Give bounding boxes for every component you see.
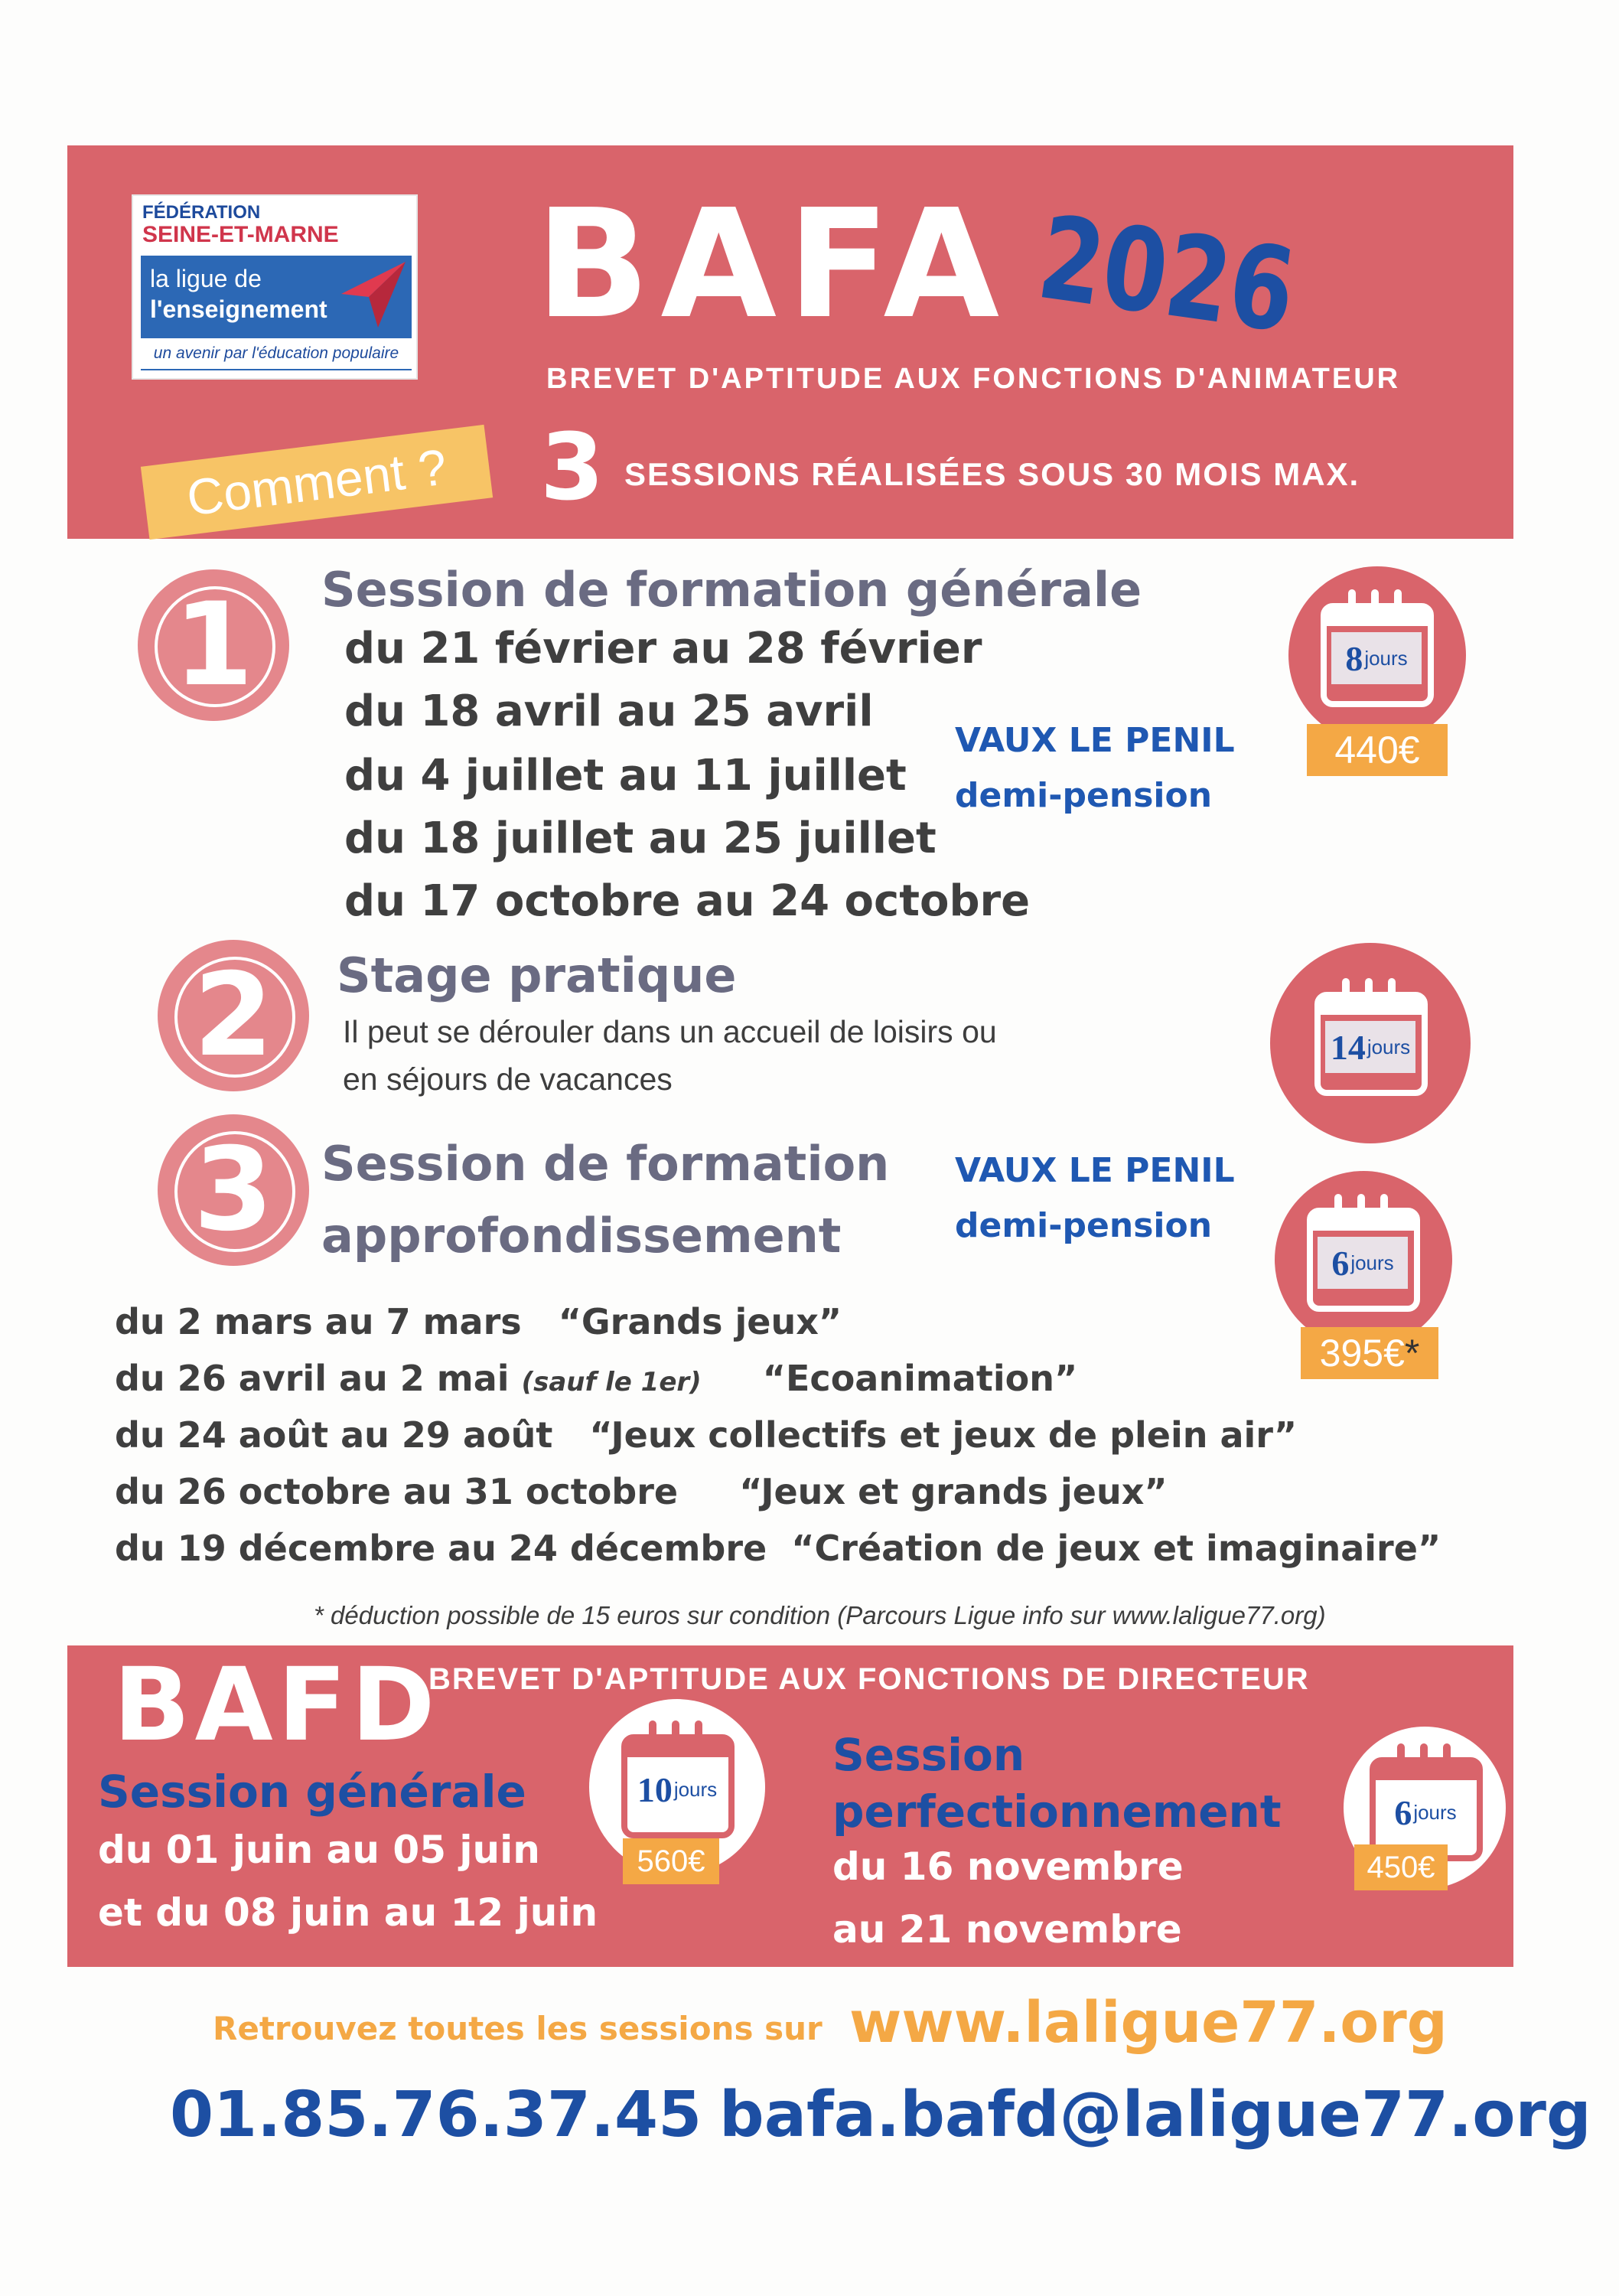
bafd-general-line-2: et du 08 juin au 12 juin xyxy=(98,1890,598,1935)
step-3-price: 395€ xyxy=(1319,1332,1405,1375)
bafd-general-days: 10 xyxy=(637,1769,673,1809)
calendar-icon xyxy=(1321,603,1434,707)
calendar-icon xyxy=(1307,1208,1420,1312)
step-1-date: du 18 avril au 25 avril xyxy=(344,687,874,736)
email-link[interactable]: bafa.bafd@laligue77.org xyxy=(719,2079,1591,2151)
session-date: du 19 décembre au 24 décembre xyxy=(115,1528,767,1569)
step-1-location: VAUX LE PENIL xyxy=(955,721,1235,760)
step-3-board: demi-pension xyxy=(955,1206,1213,1245)
bafd-general-days-label: jours xyxy=(673,1777,718,1801)
step-3-title: Session de formation xyxy=(321,1136,890,1192)
session-theme: “Jeux et grands jeux” xyxy=(739,1471,1168,1512)
session-note: (sauf le 1er) xyxy=(521,1367,702,1397)
session-date: du 2 mars au 7 mars xyxy=(115,1301,522,1342)
logo-department: SEINE-ET-MARNE xyxy=(142,222,339,247)
bafd-general-title: Session générale xyxy=(98,1766,526,1818)
step-1-board: demi-pension xyxy=(955,776,1213,815)
session-theme: “Création de jeux et imaginaire” xyxy=(791,1528,1441,1569)
step-1-date: du 4 juillet au 11 juillet xyxy=(344,751,907,801)
session-theme: “Grands jeux” xyxy=(558,1301,842,1342)
step-3-session xyxy=(115,1358,1078,1399)
bafa-title: BAFA xyxy=(536,178,1011,352)
bafd-perfect-days: 6 xyxy=(1394,1792,1412,1832)
bafd-perfect-price: 450€ xyxy=(1354,1844,1448,1890)
step-1-date: du 21 février au 28 février xyxy=(344,624,982,673)
footnote: * déduction possible de 15 euros sur condition (Parcours Ligue info sur www.laligue77.org) xyxy=(314,1601,1326,1629)
logo-ligue: la ligue de xyxy=(150,265,262,292)
step-2-line-1: Il peut se dérouler dans un accueil de loisirs ou xyxy=(343,1014,997,1049)
step-3-duration-badge xyxy=(1275,1171,1452,1349)
calendar-icon xyxy=(621,1734,735,1838)
step-3-session xyxy=(115,1528,1441,1569)
bafd-subtitle: BREVET D'APTITUDE AUX FONCTIONS DE DIRECTEUR xyxy=(428,1662,1310,1696)
step-2-duration-badge xyxy=(1270,943,1471,1143)
bafa-subtitle: BREVET D'APTITUDE AUX FONCTIONS D'ANIMATEUR xyxy=(546,363,1401,395)
ligue-logo xyxy=(132,194,418,380)
bafd-general-price: 560€ xyxy=(623,1838,719,1884)
session-theme: “Ecoanimation” xyxy=(762,1358,1078,1399)
sessions-count: 3 xyxy=(540,415,604,521)
step-3-session xyxy=(115,1471,1168,1512)
session-date: du 26 avril au 2 mai xyxy=(115,1358,510,1399)
step-1-date: du 17 octobre au 24 octobre xyxy=(344,876,1031,926)
step-3-price-mark: * xyxy=(1404,1332,1420,1375)
comment-tape: Comment ? xyxy=(141,425,493,540)
step-3-location: VAUX LE PENIL xyxy=(955,1151,1235,1190)
bafd-title: BAFD xyxy=(113,1646,440,1764)
step-1-circle xyxy=(138,569,289,721)
step-1-title: Session de formation générale xyxy=(321,562,1142,618)
bafd-general-line-1: du 01 juin au 05 juin xyxy=(98,1828,540,1872)
bafd-perfect-title-2: perfectionnement xyxy=(832,1786,1282,1838)
step-1-price: 440€ xyxy=(1307,724,1448,776)
logo-box xyxy=(141,256,412,370)
logo-tagline: un avenir par l'éducation populaire xyxy=(141,338,412,369)
step-2-title: Stage pratique xyxy=(337,947,737,1003)
calendar-icon xyxy=(1314,992,1428,1096)
step-2-days-label: jours xyxy=(1367,1035,1411,1058)
session-theme: “Jeux collectifs et jeux de plein air” xyxy=(589,1414,1298,1456)
year-label: 2026 xyxy=(1031,191,1303,359)
step-1-date: du 18 juillet au 25 juillet xyxy=(344,814,937,863)
step-2-line-2: en séjours de vacances xyxy=(343,1062,673,1097)
logo-enseignement: l'enseignement xyxy=(150,295,327,323)
paper-plane-icon xyxy=(338,260,407,329)
step-3-price-box xyxy=(1301,1327,1438,1379)
step-3-days: 6 xyxy=(1331,1243,1350,1283)
step-3-days-label: jours xyxy=(1350,1251,1394,1274)
step-3-session xyxy=(115,1414,1298,1456)
step-2-days: 14 xyxy=(1330,1027,1366,1067)
bafd-perfect-line-1: du 16 novembre xyxy=(832,1844,1184,1889)
sessions-text: SESSIONS RÉALISÉES SOUS 30 MOIS MAX. xyxy=(624,456,1360,492)
step-1-duration-badge xyxy=(1288,566,1466,744)
session-date: du 24 août au 29 août xyxy=(115,1414,553,1456)
step-3-number: 3 xyxy=(193,1124,274,1257)
step-1-days: 8 xyxy=(1345,638,1363,678)
step-2-number: 2 xyxy=(193,949,274,1082)
bafd-perfect-days-label: jours xyxy=(1413,1800,1457,1824)
step-1-number: 1 xyxy=(173,579,254,712)
logo-federation: FÉDÉRATION xyxy=(142,202,261,223)
step-3-session xyxy=(115,1301,842,1342)
step-1-days-label: jours xyxy=(1364,646,1408,670)
step-3-circle xyxy=(158,1114,309,1266)
session-date: du 26 octobre au 31 octobre xyxy=(115,1471,679,1512)
website-link[interactable]: www.laligue77.org xyxy=(849,1990,1448,2056)
step-3-title-2: approfondissement xyxy=(321,1208,842,1264)
phone-number[interactable]: 01.85.76.37.45 xyxy=(170,2079,702,2151)
bafd-perfect-line-2: au 21 novembre xyxy=(832,1907,1182,1952)
sessions-prompt: Retrouvez toutes les sessions sur xyxy=(213,2010,823,2047)
step-2-circle xyxy=(158,940,309,1091)
bafd-perfect-title: Session xyxy=(832,1729,1025,1781)
